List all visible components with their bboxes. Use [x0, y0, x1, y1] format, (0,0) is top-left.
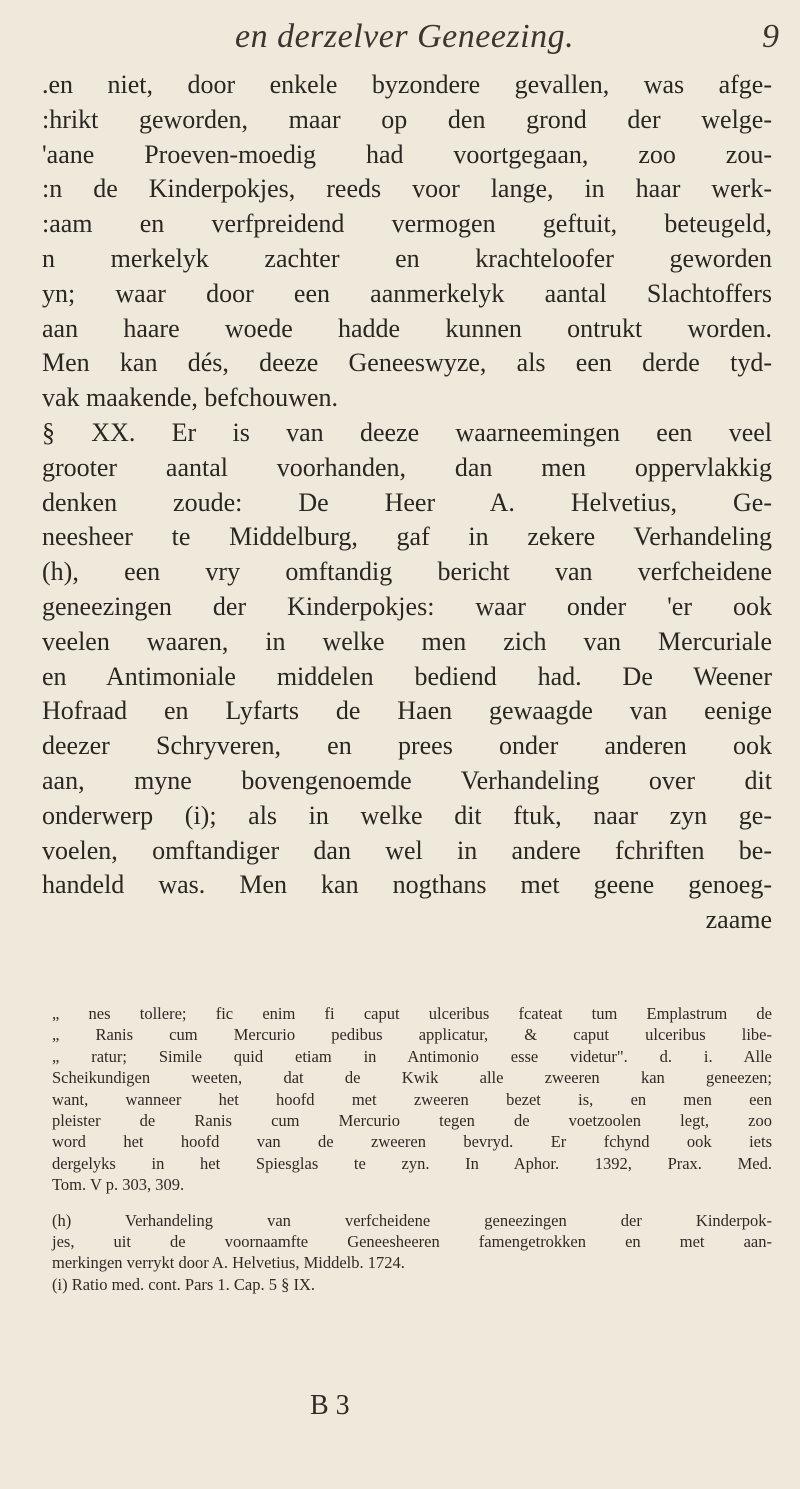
- text-line: en Antimoniale middelen bediend had. De Weener: [42, 661, 772, 691]
- footnote-h: jes, uit de voornaamfte Geneesheeren famengetrokken en met aan-: [52, 1231, 772, 1251]
- text-line: n merkelyk zachter en krachteloofer geworden: [42, 243, 772, 273]
- text-line: grooter aantal voorhanden, dan men oppervlakkig: [42, 452, 772, 482]
- page-number: 9: [762, 18, 779, 55]
- text-line: veelen waaren, in welke men zich van Mercuriale: [42, 626, 772, 656]
- footnote-i: (i) Ratio med. cont. Pars 1. Cap. 5 § IX.: [52, 1274, 316, 1294]
- footnote-gap: [52, 1196, 772, 1210]
- footnote-line: dergelyks in het Spiesglas te zyn. In Aphor. 1392, Prax. Med.: [52, 1153, 772, 1173]
- running-title: en derzelver Geneezing.: [235, 18, 575, 55]
- text-line: aan, myne bovengenoemde Verhandeling over dit: [42, 765, 772, 795]
- footnote-line: Scheikundigen weeten, dat de Kwik alle zweeren kan geneezen;: [52, 1068, 772, 1088]
- footnote-h: (h) Verhandeling van verfcheidene geneezingen der Kinderpok-: [52, 1210, 772, 1230]
- footnote-line: pleister de Ranis cum Mercurio tegen de voetzoolen legt, zoo: [52, 1110, 772, 1130]
- text-line: denken zoude: De Heer A. Helvetius, Ge-: [42, 487, 772, 517]
- text-line: Men kan dés, deeze Geneeswyze, als een derde tyd-: [42, 348, 772, 378]
- text-line: 'aane Proeven-moedig had voortgegaan, zoo zou-: [42, 139, 772, 169]
- footnote-line: „ nes tollere; fic enim fi caput ulceribus fcateat tum Emplastrum de: [52, 1004, 772, 1023]
- signature-mark: B 3: [310, 1390, 350, 1421]
- text-line: § XX. Er is van deeze waarneemingen een veel: [42, 417, 772, 447]
- text-line: voelen, omftandiger dan wel in andere fchriften be-: [42, 835, 772, 865]
- footnote-line: want, wanneer het hoofd met zweeren bezet is, en men een: [52, 1089, 772, 1109]
- footnote-line: Tom. V p. 303, 309.: [52, 1175, 185, 1195]
- text-line: handeld was. Men kan nogthans met geene genoeg-: [42, 870, 772, 900]
- text-line: vak maakende, befchouwen.: [42, 383, 338, 413]
- text-line: .en niet, door enkele byzondere gevallen, was afge-: [42, 70, 772, 99]
- text-line: deezer Schryveren, en prees onder anderen ook: [42, 731, 772, 761]
- text-line: neesheer te Middelburg, gaf in zekere Verhandeling: [42, 522, 772, 552]
- footnote-h: merkingen verrykt door A. Helvetius, Middelb. 1724.: [52, 1253, 405, 1273]
- text-line: geneezingen der Kinderpokjes: waar onder 'er ook: [42, 591, 772, 621]
- text-line: :n de Kinderpokjes, reeds voor lange, in haar werk-: [42, 174, 772, 204]
- text-line: onderwerp (i); als in welke dit ftuk, naar zyn ge-: [42, 800, 772, 830]
- text-line: yn; waar door een aanmerkelyk aantal Slachtoffers: [42, 278, 772, 308]
- text-line: :aam en verfpreidend vermogen geftuit, beteugeld,: [42, 209, 772, 239]
- running-head: [0, 18, 800, 58]
- catchword: zaame: [705, 905, 772, 935]
- text-line: :hrikt geworden, maar op den grond der welge-: [42, 104, 772, 134]
- main-text: [42, 68, 772, 938]
- text-line: Hofraad en Lyfarts de Haen gewaagde van eenige: [42, 696, 772, 726]
- text-line: aan haare woede hadde kunnen ontrukt worden.: [42, 313, 772, 343]
- footnote-line: word het hoofd van de zweeren bevryd. Er fchynd ook iets: [52, 1132, 772, 1152]
- text-line: (h), een vry omftandig bericht van verfcheidene: [42, 557, 772, 587]
- footnote-line: „ Ranis cum Mercurio pedibus applicatur, & caput ulceribus libe-: [52, 1025, 772, 1045]
- footnote-line: „ ratur; Simile quid etiam in Antimonio esse videtur". d. i. Alle: [52, 1046, 772, 1066]
- footnotes: [52, 1003, 772, 1295]
